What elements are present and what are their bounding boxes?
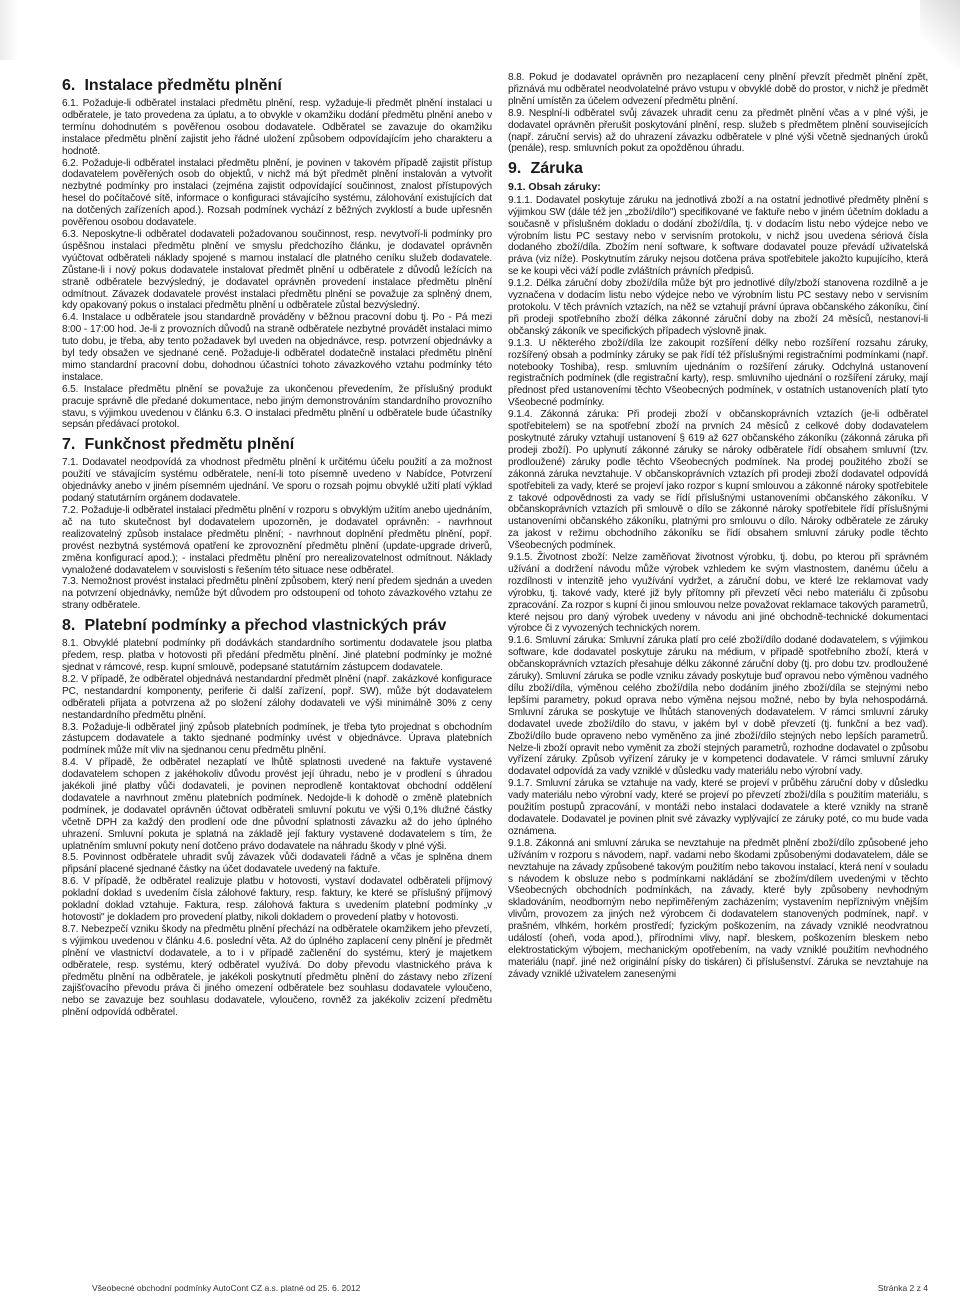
left-column [62, 72, 492, 1272]
paragraph: 6.3. Neposkytne-li odběratel dodavateli požadovanou součinnost, resp. nevytvoří-li podmínky pro úspěšnou instalaci předmětu plnění ve smyslu předchozího článku, je dodavatel oprávněn vyúčtovat odběrateli náklady spojené s marnou instalací dle platného ceníku služeb dodavatele. Zůstane-li i nový pokus dodavatele instalovat předmět plnění u odběratele z důvodů ležících na straně odběratele bezvýsledný, je dodavatel oprávněn provedení instalace předmětu plnění odmítnout. Závazek dodavatele provést instalaci předmětu plnění se považuje za splněný dnem, kdy opakovaný pokus o instalaci předmětu plnění u odběratele zůstal bezvýsledný. [62, 228, 492, 312]
paragraph: 7.3. Nemožnost provést instalaci předmětu plnění způsobem, který není předem sjednán a uveden na potvrzení objednávky, nemůže být důvodem pro odstoupení od tohoto závazkového vztahu ze strany odběratele. [62, 576, 492, 612]
paragraph: 8.6. V případě, že odběratel realizuje platbu v hotovosti, vystaví dodavatel odběrateli příjmový pokladní doklad s uvedením čísla zálohové faktury, resp. faktury, ke které se příslušný příjmový pokladní doklad vztahuje. Faktura, resp. zálohová faktura s uvedením platební podmínky „v hotovosti" je dokladem pro provedení platby, nikoli dokladem o provedení platby v hotovosti. [62, 876, 492, 923]
paragraph: 6.2. Požaduje-li odběratel instalaci předmětu plnění, je povinen v takovém případě zajistit přístup dodavatelem pověřených osob do objektů, v nichž má být předmět plnění instalován a vytvořit nezbytné podmínky pro instalaci (zejména zajistit odpovídající součinnost, znalost přístupových hesel do počítačové sítě, informace o konfiguraci stávajícího systému, zálohování existujících dat na dotčených zařízeních apod.). Rozsah podmínek vychází z běžných zvyklostí a bude upřesněn pověřenou osobou dodavatele. [62, 157, 492, 229]
paragraph: 8.2. V případě, že odběratel objednává nestandardní předmět plnění (např. zakázkové konfigurace PC, nestandardní komponenty, periferie či další zařízení, popř. SW), může být dodavatelem odběrateli přijata a potvrzena až po složení zálohy dodavateli ve výši minimálně 30% z ceny nestandardního předmětu plnění. [62, 673, 492, 721]
page-footer [92, 1283, 928, 1295]
page-number: Stránka 2 z 4 [877, 1283, 928, 1293]
paragraph: 6.4. Instalace u odběratele jsou standardně prováděny v běžnou pracovní dobu tj. Po - Pá mezi 8:00 - 17:00 hod. Je-li z provozních důvodů na straně odběratele nezbytné provádět instalaci mimo tuto dobu, je třeba, aby tento požadavek byl uveden na objednávce, resp. potvrzení objednávky a byl tedy obsažen ve sjednané ceně. Požaduje-li odběratel dodatečně instalaci předmětu plnění mimo standardní pracovní dobu, dohodnou účastníci tohoto závazkového vztahu podmínky této instalace. [62, 312, 492, 383]
section-heading [62, 435, 492, 454]
subsection-heading: 9.1. Obsah záruky: [508, 181, 601, 194]
paragraph: 6.5. Instalace předmětu plnění se považuje za ukončenou převedením, že příslušný produkt pracuje správně dle předané dokumentace, nebo jiným demonstrováním standardního provozního stavu, s výjimkou uvedenou v článku 6.3. O instalaci předmětu plnění u odběratele bude účastníky sepsán předávací protokol. [62, 383, 492, 431]
paragraph: 8.9. Nesplní-li odběratel svůj závazek uhradit cenu za předmět plnění včas a v plné výši, je dodavatel oprávněn přerušit poskytování plnění, resp. služeb s předmětem plnění souvisejících (např. záruční servis) až do uhrazení závazku odběratele v plné výši včetně sjednaných úroků (penále), resp. smluvních pokut za opožděnou úhradu. [508, 107, 928, 155]
section-heading [508, 159, 928, 178]
section-title: Instalace předmětu plnění [84, 77, 282, 94]
right-column [508, 72, 928, 1272]
paragraph: 7.2. Požaduje-li odběratel instalaci předmětu plnění v rozporu s obvyklým užitím anebo ujednáním, ač na tuto skutečnost byl dodavatelem upozorněn, je dodavatel oprávněn: - navrhnout realizovatelný způsob instalace předmětu plnění; - navrhnout doplnění předmětu plnění, popř. provést nezbytná systémová opatření ke zprovoznění předmětu plnění (update-upgrade driverů, změna konfigurací apod.); - instalaci předmětu plnění pro nerealizovatelnost odmítnout. Náklady vynaložené dodavatelem v souvislosti s řešením této situace nese odběratel. [62, 505, 492, 576]
paragraph: 9.1.8. Zákonná ani smluvní záruka se nevztahuje na předmět plnění zboží/dílo způsobené jeho užíváním v rozporu s návodem, např. vadami nebo škodami způsobenými dodavatelem, dále se nevztahuje na závady způsobené takovým použitím nebo takovou instalací, která není v souladu s návodem k obsluze nebo s podmínkami nakládání se zbožím/dílem uvedenými v těchto Všeobecných obchodních podmínkách, na závady, které byly způsobeny nevhodným skladováním, neodborným nebo nepřiměřeným zacházením; vystavením nepříznivým vnějším vlivům, provozem za jiných než výrobcem či dodavatelem stanovených podmínek, např. v prašném, vlhkém, horkém prostředí; fyzickým poškozením, na závady vzniklé neodvratnou událostí (oheň, voda apod.), přírodními vlivy, např. bleskem, poškozením bleskem nebo elektrostatickým výbojem, mechanickým opotřebením, na vady vzniklé použitím nevhodného materiálu (např. jiné než originální písky do tiskáren) či příslušenství. Záruka se nevztahuje na závady vzniklé uživatelem zanesenými [508, 837, 928, 980]
paragraph: 8.3. Požaduje-li odběratel jiný způsob platebních podmínek, je třeba tyto projednat s obchodním zástupcem dodavatele a takto sjednané podmínky uvést v objednávce. Úprava platebních podmínek může mít vliv na sjednanou cenu předmětu plnění. [62, 721, 492, 757]
section-title: Funkčnost předmětu plnění [84, 436, 295, 454]
scan-shadow [920, 0, 960, 70]
section-number: 9. [508, 160, 522, 178]
scan-shadow-left [0, 0, 18, 60]
section-heading [62, 76, 492, 95]
section-title: Platební podmínky a přechod vlastnických práv [84, 617, 447, 635]
paragraph: 8.4. V případě, že odběratel nezaplatí ve lhůtě splatnosti uvedené na faktuře vystavené dodavatelem schopen z jakéhokoliv důvodu provést její úhradu, nebo je v prodlení s úhradou jakékoli jiné platby vůči dodavateli, je povinen neprodleně kontaktovat obchodní oddělení dodavatele a navrhnout změnu platebních podmínek. Nedojde-li k dohodě o změně platebních podmínek, je dodavatel oprávněn účtovat odběrateli smluvní pokutu ve výši 0,1% dlužné částky včetně DPH za každý den prodlení ode dne původní splatnosti závazku až do jeho úplného uhrazení. Smluvní pokuta je splatná na základě její faktury vystavené dodavatelem s tím, že uplatněním smluvní pokuty není dotčeno právo dodavatele na náhradu škody v plné výši. [62, 757, 492, 852]
section-number: 7. [62, 436, 76, 454]
paragraph: 9.1.4. Zákonná záruka: Při prodeji zboží v občanskoprávních vztazích (je-li odběratel spotřebitelem) se na spotřební zboží na prvních 24 měsíců z celkové doby dodavatelem poskytnuté záruky vztahují ustanovení § 619 až 627 občanského zákoníku (zákonná záruka při prodeji zboží). Po uplynutí zákonné záruky se nároky odběratele řídí obsahem smluvní (tzv. prodloužené) záruky podle těchto Všeobecných podmínek. Na prodej použitého zboží se zákonná záruka nevztahuje. V občanskoprávních vztazích při prodeji zboží dodavatel odpovídá spotřebiteli za vady, které se projeví jako rozpor s kupní smlouvou a zákonné nároky spotřebitele z takové odpovědnosti za vady se řídí příslušnými ustanoveními občanského zákoníku. V občanskoprávních vztazích při smlouvě o dílo se zákonné nároky spotřebitele řídí příslušnými ustanoveními občanského zákoníku, platnými pro smlouvu o dílo. Nároky odběratele ze záruky za jakost v režimu obchodního zákoníku se řídí obsahem smluvní záruky podle těchto Všeobecných podmínek. [508, 409, 928, 552]
paragraph: 9.1.7. Smluvní záruka se vztahuje na vady, které se projeví v průběhu záruční doby v důsledku vady materiálu nebo výrobní vady, které se projeví po převzetí zboží/díla s použitím materiálu, s použitím postupů zpracování, v montáži nebo instalaci dodavatele a které vznikly na straně dodavatele. Dodavatel je povinen plnit své závazky vyplývající ze záruky poté, co mu bude vada oznámena. [508, 778, 928, 837]
paragraph: 9.1.3. U některého zboží/díla lze zakoupit rozšíření délky nebo rozšíření rozsahu záruky, rozšířený obsah a podmínky záruky se pak řídí též příslušnými registračními podmínkami (např. notebooky Toshiba), resp. smluvním ujednáním o rozšíření záruky. Odchylná ustanovení registračních podmínek (dle registrační karty), resp. smluvního ujednání o rozšíření záruky, mají přednost před ustanoveními těchto Všeobecných podmínek, v ostatních ustanoveních platí tyto Všeobecné podmínky. [508, 337, 928, 409]
section-number: 8. [62, 617, 76, 635]
paragraph: 8.5. Povinnost odběratele uhradit svůj závazek vůči dodavateli řádně a včas je splněna dnem připsání placené sjednané částky na účet dodavatele uvedený na faktuře. [62, 852, 492, 876]
footer-title: Všeobecné obchodní podmínky AutoCont CZ a.s. platné od 25. 6. 2012 [92, 1283, 361, 1293]
paragraph: 8.8. Pokud je dodavatel oprávněn pro nezaplacení ceny plnění převzít předmět plnění zpět, přiznává mu odběratel neodvolatelné právo vstupu v obvyklé době do prostor, v nichž je předmět plnění umístěn za účelem odvezení předmětu plnění. [508, 72, 928, 107]
section-number: 6. [62, 77, 76, 94]
paragraph: 8.7. Nebezpečí vzniku škody na předmětu plnění přechází na odběratele okamžikem jeho převzetí, s výjimkou uvedenou v článku 4.6. poslední věta. Až do úplného zaplacení ceny plnění je předmět plnění ve vlastnictví dodavatele, a to i v případě začlenění do systému, který je majetkem odběratele, resp. systému, který odběratel využívá. Do doby převodu vlastnického práva k předmětu plnění na odběratele, je jakékoli poskytnutí předmětu plnění do zástavy nebo zřízení zajišťovacího převodu práva či jiného omezení odběratele bez souhlasu dodavatele vyloučeno, nebo se zavazuje bez souhlasu dodavatele, vyloučeno, rovněž za jakékoliv zcizení předmětu plnění odpovídá odběratel. [62, 923, 492, 1019]
paragraph: 7.1. Dodavatel neodpovídá za vhodnost předmětu plnění k určitému účelu použití a za možnost použití ve stávajícím systému odběratele, není-li toto písemně uvedeno v Nabídce, Potvrzení objednávky anebo v jiném písemném ujednání. Ve sporu o rozsah pojmu obvyklé užití platí výklad podaný statutárním orgánem dodavatele. [62, 457, 492, 505]
paragraph: 6.1. Požaduje-li odběratel instalaci předmětu plnění, resp. vyžaduje-li předmět plnění instalaci u odběratele, je tato provedena za úplatu, a to obvykle v okamžiku dodání předmětu plnění anebo v termínu dohodnutém s pověřenou osobou dodavatele. Odběratel se zavazuje do okamžiku instalace předmětu plnění zajistit jeho řádné uložení způsobem odpovídajícím jeho charakteru a hodnotě. [62, 98, 492, 157]
paragraph: 9.1.1. Dodavatel poskytuje záruku na jednotlivá zboží a na ostatní jednotlivé předměty plnění s výjimkou SW (dále též jen „zboží/dílo") specifikované ve faktuře nebo v jiném účetním dokladu a současně v příslušném dokladu o dodání zboží/díla, tj. v dodacím listu nebo výdejce nebo ve výrobním listu PC sestavy nebo v servisním protokolu, v nichž jsou uvedena sériová čísla dodaného zboží/díla. Zbožím není software, k software dodavatel pouze převádí uživatelská práva (viz níže). Poskytnutím záruky nejsou dotčena práva spotřebitele jakožto kupujícího, která se ke koupi věci váží podle zvláštních právních předpisů. [508, 194, 928, 278]
paragraph: 9.1.2. Délka záruční doby zboží/díla může být pro jednotlivé díly/zboží stanovena rozdílně a je vyznačena v dodacím listu nebo výdejce nebo ve výrobním listu PC sestavy nebo v servisním protokolu. V těch právních vztazích, na něž se vztahují právní úprava občanského zákoníku, činí při prodeji spotřebního zboží délka zákonné záruční doby na zboží 24 měsíců, nestanoví-li občanský zákoník ve specifických případech výslovně jinak. [508, 278, 928, 337]
paragraph: 9.1.6. Smluvní záruka: Smluvní záruka platí pro celé zboží/dílo dodané dodavatelem, s výjimkou software, kde dodavatel poskytuje záruku na médium, v případě spotřebního zboží, která v občanskoprávních vztazích přesahuje délku zákonné záruční doby (tj. pro dobu tzv. prodloužené záruky). Smluvní záruka se podle vzniku závady poskytuje buď opravou nebo výměnou vadného dílu zboží/díla, výměnou celého zboží/díla nebo dodáním jiného zboží/díla se stejnými nebo lepšími parametry, pokud oprava nebo výměna nejsou možné, nebo by byla nehospodárná. Smluvní záruka se poskytuje ve lhůtách stanovených dodavatelem. V rámci smluvní záruky dodavatel uvede zboží/dílo do stavu, v jakém byl v době převzetí (tj. funkční a bez vad). Zboží/dílo bude opraveno nebo vyměněno za jiné zboží/dílo stejných nebo lepších parametrů. Nelze-li zboží opravit nebo vyměnit za zboží stejných parametrů, rozhodne dodavatel o způsobu vyřízení záruky. Způsob vyřízení záruky je v kompetenci dodavatele. V rámci smluvní záruky dodavatel odpovídá za vady vzniklé v důsledku vady materiálu nebo výrobní vady. [508, 635, 928, 778]
paragraph: 8.1. Obvyklé platební podmínky při dodávkách standardního sortimentu dodavatele jsou platba předem, resp. platba v hotovosti při předání předmětu plnění. Jiné platební podmínky je možné sjednat v rámcové, resp. kupní smlouvě, podepsané statutárním zástupcem dodavatele. [62, 638, 492, 673]
paragraph: 9.1.5. Životnost zboží: Nelze zaměňovat životnost výrobku, tj. dobu, po kterou při správném užívání a dodržení návodu může výrobek vzhledem ke svým vlastnostem, danému účelu a rozdílnosti v intenzitě jeho využívání vydržet, a záruční dobu, ve které lze reklamovat vady výrobku, tj. takové vady, které již byly přítomny při převzetí věci nebo materiálu či způsobu zpracování. Za rozpor s kupní či jinou smlouvou nelze považovat reklamace takových parametrů, které nejsou pro daný výrobek uvedeny v návodu ani jiné obchodně-technické dokumentaci výrobce či z vyvozených technických norem. [508, 552, 928, 635]
section-title: Záruka [530, 160, 583, 178]
section-heading [62, 616, 492, 635]
